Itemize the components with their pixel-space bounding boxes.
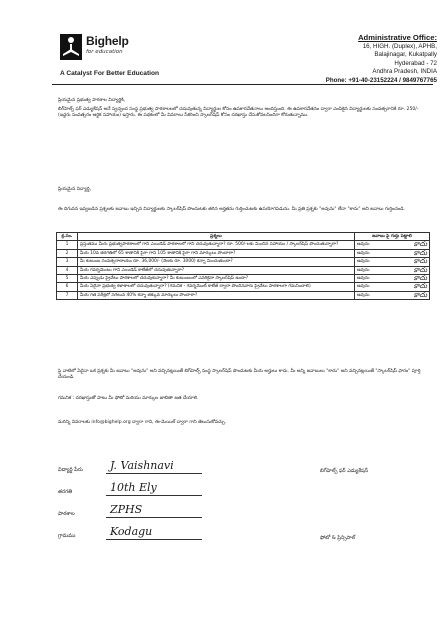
row-number: 3 [57,258,78,266]
instructions-paragraph: ఈ దిగువన ఇవ్వబడిన ప్రశ్నలకు జవాబు ఇచ్చిన విద్యార్థులకు స్కాలర్‌షిప్ పొందుటకు తగిన అర్హతను గుర్తించుటకు ఉపయోగపడును. మీ ప్రతి ప్రశ్నకు "అవును" లేదా "కాదు" అని జవాబు గుర్తించండి. [58,207,405,212]
brand-name: Bighelp [86,34,129,48]
office-line: Andhra Pradesh, INDIA [372,68,437,76]
office-address [287,34,437,86]
answer-yes: అవును [357,242,370,248]
handwritten-answer: కాదు [413,290,427,299]
row-question: మీరు గత పరీక్షలో సగటున 40% కన్నా తక్కువ మార్కులు పొందారా? [78,291,355,299]
name-label: విద్యార్థి పేరు [58,467,83,473]
table-header-row [57,233,430,241]
row-question: మీరు ఎప్పుడు ప్రైవేటు పాఠశాలలో చదువుకున్నారా? మీ కుటుంబంలో ఎవరికైనా స్కాలర్‌షిప్ ఉందా? [78,275,355,283]
answer-cell[interactable] [355,291,430,299]
class-label: తరగతి [58,489,73,495]
name-field[interactable]: J. Vaishnavi [106,460,202,474]
table-row [57,266,430,274]
answer-yes: అవును [357,250,370,256]
student-salutation: ప్రియమైన విద్యార్థి, [58,187,92,192]
answer-yes: అవును [357,292,370,298]
school-label: పాఠశాల [58,511,75,517]
table-row [57,283,430,291]
village-field[interactable]: Kodagu [106,526,202,540]
row-number: 1 [57,241,78,249]
col-question: ప్రశ్నలు [78,233,355,241]
book-person-icon [60,34,82,60]
village-row [58,526,202,540]
office-title: Administrative Office: [358,33,437,42]
handwritten-answer: కాదు [413,240,427,249]
row-number: 2 [57,249,78,257]
contact-note: మరిన్ని వివరాలకు info@bighelp.org ద్వారా గాని, ఈ-మెయిల్ ద్వారా గాని తెలుసుకోవచ్చు. [58,420,227,425]
salutation: ప్రియమైన ప్రభుత్వ పాఠశాల విద్యార్థికి, [58,98,126,103]
office-line: Hyderabad - 72 [394,59,437,67]
answer-yes: అవును [357,284,370,290]
table-row [57,241,430,249]
row-number: 6 [57,283,78,291]
table-row [57,275,430,283]
handwritten-answer: కాదు [413,248,427,257]
table-row [57,258,430,266]
questions-table [56,232,430,300]
village-label: గ్రామము [58,533,76,539]
bighelp-logo [60,32,138,66]
row-question: మీరు ఏదైనా ప్రభుత్వ కళాశాలలో చదువుతున్నారా? (గమనిక - గవర్నమెంట్ కాలేజీ ద్వారా పొందినవారు ప్రైవేటు పాఠశాలగా గమనించాలి) [78,283,355,291]
col-answer: జవాబు పై గుర్తు పెట్టాలి [355,233,430,241]
school-row [58,504,202,518]
handwritten-answer: కాదు [413,265,427,274]
eligibility-note: పై వాటిలో ఏదైనా ఒక ప్రశ్నకు మీ జవాబు "అవును" అని వచ్చినట్లయితే బిగ్‌హెల్ప్ సంస్థ స్కాలర్‌షిప్ పొందుటకు మీరు అర్హులు కాదు. మీ అన్ని జవాబులు "కాదు" అని వచ్చినట్లయితే "స్కాలర్‌షిప్ ఫారం" పూర్తి చేయండి. [58,369,421,381]
row-question: మీరు గవర్నమెంటు గాని ఎయిడెడ్ కాలేజీలో చదువుతున్నారా? [78,266,355,274]
office-phone: Phone: +91-40-23152224 / 9849767765 [325,76,437,84]
row-question: ప్రస్తుతము మీరు ప్రభుత్వపాఠశాలలో గాని ఎయిడెడ్ పాఠశాలలో గాని చదువుతున్నారా? రూ. 500/-లకు మించిన సహాయం / స్కాలర్‌షిప్ పొందుతున్నారా? [78,241,355,249]
col-number: క్ర.సం. [57,233,78,241]
tagline: A Catalyst For Better Education [60,70,160,77]
class-row [58,482,202,496]
answer-yes: అవును [357,276,370,282]
row-number: 5 [57,275,78,283]
handwritten-answer: కాదు [413,257,427,266]
header-divider [52,84,433,85]
row-question: మీ కుటుంబ సంవత్సరాదాయం రూ. 36,000/- (నెలకు రూ. 3000) కన్నా మించుతుందా? [78,258,355,266]
principal-signature-label: ఫోటో & ప్రిన్సిపాల్ [320,535,356,541]
row-number: 7 [57,291,78,299]
handwritten-answer: కాదు [413,274,427,283]
answer-yes: అవును [357,267,370,273]
school-field[interactable]: ZPHS [106,504,202,518]
class-field[interactable]: 10th Ely [106,482,202,496]
org-signature-label: బిగ్‌హెల్ప్ ఫర్ ఎడ్యుకేషన్ [320,468,369,474]
row-number: 4 [57,266,78,274]
answer-yes: అవును [357,259,370,265]
office-line: Balajinagar, Kukatpally [374,51,437,59]
name-row [58,460,202,474]
table-row [57,249,430,257]
student-details [58,460,430,560]
attachment-note: గమనిక : దరఖాస్తుతో పాటు మీ ఫోటో మరియు మార్కుల జాబితా జత చేయాలి. [58,396,199,401]
row-question: మీరు 10వ తరగతిలో 65 శాతానికి పైగా గాని 105 శాతానికి పైగా గాని మార్కులు పొందారా? [78,249,355,257]
letter-paragraph: బిగ్‌హెల్ప్ ఫర్ ఎడ్యుకేషన్ అనే స్వచ్ఛంద సంస్థ ప్రభుత్వ పాఠశాలలలో చదువుతున్న విద్యార్థుల కోసం ఉపకారవేతనాలు అందిస్తుంది. ఈ ఉపకారవేతనం ద్వారా ఎంపికైన విద్యార్థులకు సంవత్సరానికి రూ. 250/- (ఇద్దరు సంవత్సరం ఆర్థిక సహాయం) ఇస్తారు. ఈ పథకంలో మీ వివరాలు సేకరించి స్కాలర్‌షిప్ కోసం దరఖాస్తు చేసుకోవలసిందిగా కోరుతున్నాము. [58,107,419,119]
answer-cell[interactable] [355,258,430,266]
brand-sub: for education [86,49,123,55]
table-row [57,291,430,299]
handwritten-answer: కాదు [413,282,427,291]
office-line: 16, HIGH. (Duplex), APHB, [362,42,437,50]
